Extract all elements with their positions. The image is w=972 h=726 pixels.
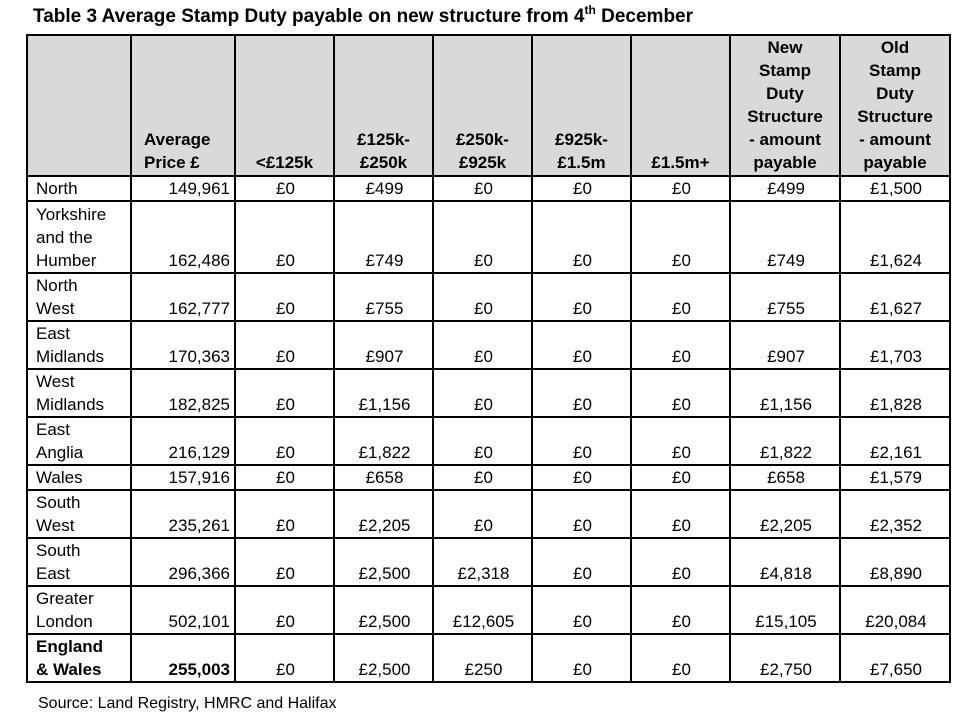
cell-new-structure: £907 bbox=[730, 321, 840, 369]
cell-band-over-1-5m: £0 bbox=[631, 369, 730, 417]
cell-new-structure: £15,105 bbox=[730, 586, 840, 634]
header-band-250k-925k: £250k- £925k bbox=[433, 35, 532, 176]
cell-new-structure: £499 bbox=[730, 176, 840, 201]
cell-band-250k-925k: £0 bbox=[433, 321, 532, 369]
cell-new-structure: £749 bbox=[730, 201, 840, 273]
cell-new-structure: £658 bbox=[730, 465, 840, 490]
cell-old-structure: £1,500 bbox=[840, 176, 950, 201]
cell-old-structure: £1,828 bbox=[840, 369, 950, 417]
cell-average-price: 157,916 bbox=[131, 465, 235, 490]
cell-band-925k-1-5m: £0 bbox=[532, 634, 631, 682]
cell-band-over-1-5m: £0 bbox=[631, 176, 730, 201]
cell-new-structure: £755 bbox=[730, 273, 840, 321]
cell-band-under-125k: £0 bbox=[235, 490, 334, 538]
cell-average-price: 216,129 bbox=[131, 417, 235, 465]
cell-band-250k-925k: £0 bbox=[433, 273, 532, 321]
cell-band-250k-925k: £2,318 bbox=[433, 538, 532, 586]
cell-old-structure: £7,650 bbox=[840, 634, 950, 682]
cell-band-125k-250k: £658 bbox=[334, 465, 433, 490]
table-row bbox=[27, 273, 950, 321]
cell-band-over-1-5m: £0 bbox=[631, 417, 730, 465]
cell-band-under-125k: £0 bbox=[235, 465, 334, 490]
cell-average-price: 162,777 bbox=[131, 273, 235, 321]
cell-band-125k-250k: £2,205 bbox=[334, 490, 433, 538]
cell-average-price: 255,003 bbox=[131, 634, 235, 682]
cell-band-under-125k: £0 bbox=[235, 201, 334, 273]
cell-average-price: 182,825 bbox=[131, 369, 235, 417]
cell-band-125k-250k: £1,822 bbox=[334, 417, 433, 465]
table-row bbox=[27, 465, 950, 490]
cell-band-925k-1-5m: £0 bbox=[532, 201, 631, 273]
cell-band-125k-250k: £2,500 bbox=[334, 634, 433, 682]
cell-band-125k-250k: £1,156 bbox=[334, 369, 433, 417]
header-region bbox=[27, 35, 131, 176]
cell-band-925k-1-5m: £0 bbox=[532, 176, 631, 201]
cell-region: East Midlands bbox=[27, 321, 131, 369]
cell-band-under-125k: £0 bbox=[235, 586, 334, 634]
cell-band-over-1-5m: £0 bbox=[631, 465, 730, 490]
header-new-structure: New Stamp Duty Structure - amount payable bbox=[730, 35, 840, 176]
header-average-price: Average Price £ bbox=[131, 35, 235, 176]
cell-band-925k-1-5m: £0 bbox=[532, 273, 631, 321]
cell-region: South West bbox=[27, 490, 131, 538]
cell-band-250k-925k: £12,605 bbox=[433, 586, 532, 634]
cell-band-925k-1-5m: £0 bbox=[532, 369, 631, 417]
cell-band-under-125k: £0 bbox=[235, 634, 334, 682]
cell-average-price: 170,363 bbox=[131, 321, 235, 369]
header-old-structure: Old Stamp Duty Structure - amount payable bbox=[840, 35, 950, 176]
cell-band-under-125k: £0 bbox=[235, 321, 334, 369]
cell-band-under-125k: £0 bbox=[235, 369, 334, 417]
cell-old-structure: £2,161 bbox=[840, 417, 950, 465]
cell-region: Yorkshire and the Humber bbox=[27, 201, 131, 273]
cell-band-925k-1-5m: £0 bbox=[532, 490, 631, 538]
stamp-duty-table bbox=[26, 34, 951, 683]
cell-band-125k-250k: £499 bbox=[334, 176, 433, 201]
cell-old-structure: £1,627 bbox=[840, 273, 950, 321]
cell-average-price: 296,366 bbox=[131, 538, 235, 586]
cell-band-925k-1-5m: £0 bbox=[532, 321, 631, 369]
cell-band-925k-1-5m: £0 bbox=[532, 538, 631, 586]
cell-band-over-1-5m: £0 bbox=[631, 321, 730, 369]
cell-new-structure: £4,818 bbox=[730, 538, 840, 586]
cell-old-structure: £2,352 bbox=[840, 490, 950, 538]
table-row bbox=[27, 321, 950, 369]
cell-band-125k-250k: £2,500 bbox=[334, 538, 433, 586]
cell-band-over-1-5m: £0 bbox=[631, 273, 730, 321]
table-title: Table 3 Average Stamp Duty payable on new structure from 4th December bbox=[33, 2, 694, 27]
cell-band-over-1-5m: £0 bbox=[631, 201, 730, 273]
cell-region: North West bbox=[27, 273, 131, 321]
table-row bbox=[27, 201, 950, 273]
cell-band-250k-925k: £0 bbox=[433, 176, 532, 201]
cell-band-925k-1-5m: £0 bbox=[532, 586, 631, 634]
cell-new-structure: £2,750 bbox=[730, 634, 840, 682]
cell-band-250k-925k: £0 bbox=[433, 369, 532, 417]
cell-band-over-1-5m: £0 bbox=[631, 538, 730, 586]
header-band-over-1-5m: £1.5m+ bbox=[631, 35, 730, 176]
table-row bbox=[27, 176, 950, 201]
cell-old-structure: £20,084 bbox=[840, 586, 950, 634]
cell-band-125k-250k: £907 bbox=[334, 321, 433, 369]
source-note: Source: Land Registry, HMRC and Halifax bbox=[38, 695, 337, 712]
header-band-under-125k: <£125k bbox=[235, 35, 334, 176]
cell-average-price: 162,486 bbox=[131, 201, 235, 273]
cell-band-250k-925k: £0 bbox=[433, 417, 532, 465]
cell-old-structure: £1,703 bbox=[840, 321, 950, 369]
cell-region: Wales bbox=[27, 465, 131, 490]
table-row bbox=[27, 369, 950, 417]
table-body bbox=[27, 176, 950, 682]
cell-band-under-125k: £0 bbox=[235, 176, 334, 201]
cell-band-under-125k: £0 bbox=[235, 273, 334, 321]
cell-band-925k-1-5m: £0 bbox=[532, 465, 631, 490]
cell-band-125k-250k: £749 bbox=[334, 201, 433, 273]
cell-average-price: 502,101 bbox=[131, 586, 235, 634]
cell-region: England & Wales bbox=[27, 634, 131, 682]
cell-band-under-125k: £0 bbox=[235, 538, 334, 586]
cell-old-structure: £1,579 bbox=[840, 465, 950, 490]
cell-region: Greater London bbox=[27, 586, 131, 634]
table-row bbox=[27, 634, 950, 682]
table-row bbox=[27, 417, 950, 465]
cell-old-structure: £8,890 bbox=[840, 538, 950, 586]
cell-average-price: 149,961 bbox=[131, 176, 235, 201]
cell-band-250k-925k: £0 bbox=[433, 201, 532, 273]
cell-region: South East bbox=[27, 538, 131, 586]
header-row bbox=[27, 35, 950, 176]
cell-region: North bbox=[27, 176, 131, 201]
cell-band-under-125k: £0 bbox=[235, 417, 334, 465]
cell-new-structure: £2,205 bbox=[730, 490, 840, 538]
table-row bbox=[27, 538, 950, 586]
table-row bbox=[27, 490, 950, 538]
cell-average-price: 235,261 bbox=[131, 490, 235, 538]
cell-old-structure: £1,624 bbox=[840, 201, 950, 273]
cell-new-structure: £1,156 bbox=[730, 369, 840, 417]
cell-band-250k-925k: £0 bbox=[433, 465, 532, 490]
cell-new-structure: £1,822 bbox=[730, 417, 840, 465]
cell-region: East Anglia bbox=[27, 417, 131, 465]
cell-band-925k-1-5m: £0 bbox=[532, 417, 631, 465]
cell-band-125k-250k: £2,500 bbox=[334, 586, 433, 634]
cell-region: West Midlands bbox=[27, 369, 131, 417]
cell-band-250k-925k: £0 bbox=[433, 490, 532, 538]
cell-band-over-1-5m: £0 bbox=[631, 490, 730, 538]
cell-band-125k-250k: £755 bbox=[334, 273, 433, 321]
header-band-125k-250k: £125k- £250k bbox=[334, 35, 433, 176]
cell-band-250k-925k: £250 bbox=[433, 634, 532, 682]
header-band-925k-1-5m: £925k- £1.5m bbox=[532, 35, 631, 176]
table-row bbox=[27, 586, 950, 634]
cell-band-over-1-5m: £0 bbox=[631, 586, 730, 634]
cell-band-over-1-5m: £0 bbox=[631, 634, 730, 682]
